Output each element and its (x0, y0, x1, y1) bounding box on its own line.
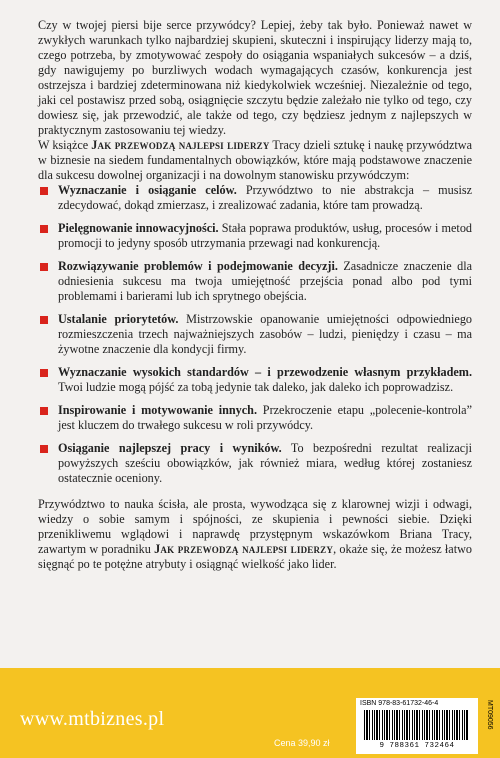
intro-paragraph: Czy w twojej piersi bije serce przywódcy? Lepiej, żeby tak było. Ponieważ nawet w zwykłych warunkach tylko najbardziej skupieni, skuteczni i inspirujący liderzy mają to, czego potrzeba, by zmotywować zespoły do osiągania wspaniałych sukcesów – a dziś, gdy nawigujemy po burzliwych wodach wymagających czasów, konkurencja jest ostrzejsza i bardziej zdeterminowana niż kiedykolwiek wcześniej. Niezależnie od tego, jaki cel postawisz przed sobą, osiągnięcie szczytu będzie zależało nie tylko od tego, czy dowiesz się, jak przewodzić, ale także od tego, czy będziesz jednym z najlepszych w praktycznym zastosowaniu tej wiedzy. (38, 18, 472, 137)
item-title: Inspirowanie i motywowanie innych. (58, 403, 257, 417)
closing-after: , okaże się, że możesz łatwo sięgnąć po te potężne atrybuty i osiągnąć wielkość jako lider. (38, 542, 472, 571)
list-item (38, 221, 472, 251)
list-item (38, 259, 472, 304)
website-url[interactable]: www.mtbiznes.pl (20, 708, 165, 730)
bullet-square-icon (40, 225, 48, 233)
barcode-digits: 9 788361 732464 (379, 742, 455, 750)
barcode (356, 698, 478, 754)
duties-list (38, 183, 472, 486)
product-code (481, 700, 493, 754)
item-text: Stała poprawa produktów, usług, procesów i metod promocji to jedyny sposób utrzymania przewagi nad konkurencją. (58, 221, 473, 250)
item-text: Mistrzowskie opanowanie umiejętności odpowiedniego rozmieszczenia trzech najważniejszych zasobów – ludzi, pieniędzy i czasu – ma żywotne znaczenie dla kondycji firmy. (58, 312, 473, 356)
bullet-square-icon (40, 316, 48, 324)
book-paragraph (38, 138, 472, 183)
list-item (38, 441, 472, 486)
bullet-square-icon (40, 369, 48, 377)
item-title: Osiąganie najlepszej pracy i wyników. (58, 441, 282, 455)
closing-book-title: Jak przewodzą najlepsi liderzy (154, 542, 334, 556)
price-label: Cena 39,90 zł (274, 738, 330, 748)
bullet-square-icon (40, 187, 48, 195)
isbn-text: ISBN 978-83-61732-46-4 (360, 700, 439, 707)
item-title: Rozwiązywanie problemów i podejmowanie decyzji. (58, 259, 338, 273)
list-item (38, 312, 472, 357)
book-paragraph-after: Tracy dzieli sztukę i naukę przywództwa w biznesie na siedem fundamentalnych obowiązków, które mają podstawowe znaczenie dla sukcesu dowolnej organizacji i na dowolnym stanowisku przywódczym: (38, 138, 473, 182)
item-title: Wyznaczanie i osiąganie celów. (58, 183, 237, 197)
bullet-square-icon (40, 445, 48, 453)
bullet-square-icon (40, 263, 48, 271)
list-item (38, 403, 472, 433)
closing-before: Przywództwo to nauka ścisła, ale prosta, wywodząca się z klarownej wizji i odwagi, wiedzy o sobie samym i spójności, ze skupienia i pewności siebie. Dzięki przenikliwemu wglądowi i naprawdę przystępnym wskazówkom Briana Tracy, zawartym w poradniku (38, 497, 472, 556)
item-text: To bezpośredni rezultat realizacji powyższych sześciu obowiązków, jak również miara, według której zostaniesz ostatecznie oceniony. (58, 441, 472, 485)
item-text: Twoi ludzie mogą pójść za tobą jedynie tak daleko, jak daleko ich poprowadzisz. (58, 380, 454, 394)
item-title: Pielęgnowanie innowacyjności. (58, 221, 219, 235)
item-text: Zasadnicze znaczenie dla odniesienia sukcesu ma twoja umiejętność przejścia ponad albo pod tymi problemami i barierami lub ich sprytnego obejścia. (58, 259, 472, 303)
item-title: Ustalanie priorytetów. (58, 312, 179, 326)
item-title: Wyznaczanie wysokich standardów – i przewodzenie własnym przykładem. (58, 365, 472, 379)
list-item (38, 183, 472, 213)
bullet-square-icon (40, 407, 48, 415)
closing-paragraph (38, 497, 472, 572)
product-code-text: MT09056 (486, 700, 493, 730)
item-text: Przekroczenie etapu „polecenie-kontrola” jest kluczem do trwałego sukcesu w roli przywódcy. (58, 403, 472, 432)
book-paragraph-before: W książce (38, 138, 92, 152)
book-title: Jak przewodzą najlepsi liderzy (91, 138, 270, 152)
item-text: Przywództwo to nie abstrakcja – musisz zdecydować, dokąd zmierzasz, i zrealizować zadania, które tam prowadzą. (58, 183, 472, 212)
yellow-footer-band (0, 668, 500, 758)
list-item (38, 365, 472, 395)
barcode-icon (364, 710, 468, 740)
